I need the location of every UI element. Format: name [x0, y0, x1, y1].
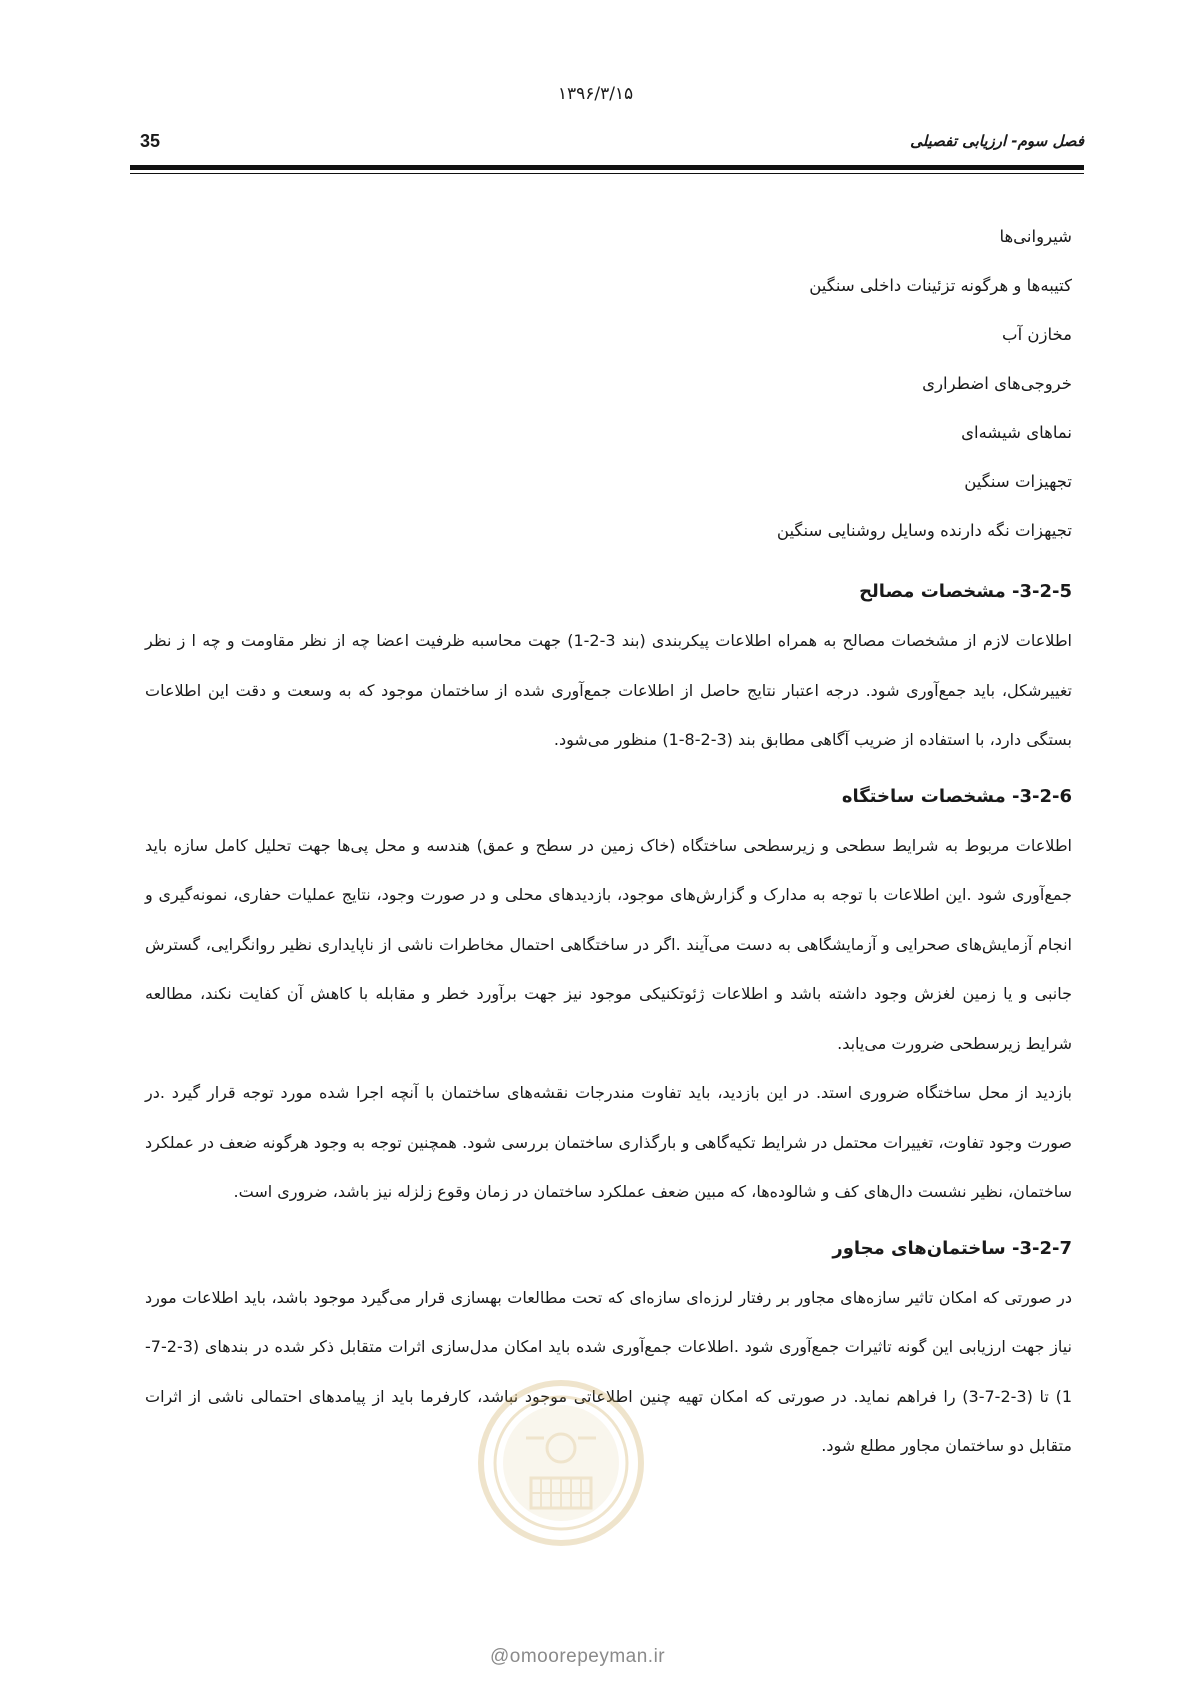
bullet-list — [145, 212, 1072, 555]
page-content — [145, 212, 1072, 1471]
section-heading-materials: 3-2-5- مشخصات مصالح — [859, 581, 1072, 602]
list-item: مخازن آب — [1002, 325, 1072, 344]
header-rule-thin — [130, 173, 1084, 174]
date-line: ۱۳۹۶/۳/۱۵ — [557, 84, 634, 104]
watermark-url: @omoorepeyman.ir — [490, 1646, 666, 1667]
list-item: خروجی‌های اضطراری — [922, 374, 1072, 393]
paragraph: اطلاعات مربوط به شرایط سطحی و زیرسطحی ساختگاه (خاک زمین در سطح و عمق) هندسه و محل پی‌ها جهت تحلیل کامل سازه باید جمع‌آوری شود .این اطلاعات با توجه به مدارک و گزارش‌های موجود، بازدیدهای محلی و در صورت وجود، نتایج عملیات حفاری، نمونه‌گیری و انجام آزمایش‌های صحرایی و آزمایشگاهی به دست می‌آیند .اگر در ساختگاهی احتمال مخاطرات ناشی از ناپایداری نظیر روانگرایی، گسترش جانبی و یا زمین لغزش وجود داشته باشد و اطلاعات ژئوتکنیکی موجود نیز جهت برآورد خطر و مقابله با کاهش آن کفایت نکند، مطالعه شرایط زیرسطحی ضرورت می‌یابد. — [145, 835, 1072, 1053]
watermark-seal — [476, 1378, 646, 1588]
list-item: شیروانی‌ها — [999, 227, 1072, 246]
section-heading-site: 3-2-6- مشخصات ساختگاه — [841, 785, 1072, 807]
page-number: 35 — [140, 131, 161, 151]
seal-icon — [476, 1378, 646, 1548]
header-rule-thick — [130, 165, 1084, 170]
list-item: کتیبه‌ها و هرگونه تزئینات داخلی سنگین — [809, 276, 1072, 295]
section-heading-adjacent-buildings: 3-2-7- ساختمان‌های مجاور — [832, 1237, 1072, 1259]
page-header — [130, 128, 1084, 164]
list-item: تجهیزات سنگین — [964, 472, 1072, 491]
chapter-title: فصل سوم- ارزیابی تفصیلی — [910, 132, 1084, 150]
list-item: تجیهزات نگه دارنده وسایل روشنایی سنگین — [776, 521, 1072, 540]
paragraph: بازدید از محل ساختگاه ضروری استد. در این بازدید، باید تفاوت مندرجات نقشه‌های ساختمان با آنچه اجرا شده مورد توجه قرار گیرد .در صورت وجود تفاوت، تغییرات محتمل در شرایط تکیه‌گاهی و بارگذاری ساختمان بررسی شود. همچنین توجه به وجود هرگونه ضعف در عملکرد ساختمان، نظیر نشست دال‌های کف و شالوده‌ها، که مبین ضعف عملکرد ساختمان در زمان وقوع زلزله نیز باشد، ضروری است. — [145, 1083, 1072, 1201]
paragraph: اطلاعات لازم از مشخصات مصالح به همراه اطلاعات پیکربندی (بند 3-2-1) جهت محاسبه ظرفیت اعضا چه از نظر مقاومت و چه ا ز نظر تغییرشکل، باید جمع‌آوری شود. درجه اعتبار نتایج حاصل از اطلاعات جمع‌آوری شده از ساختمان موجود که به وسعت و دقت این اطلاعات بستگی دارد، با استفاده از ضریب آگاهی مطابق بند (3-2-8-1) منظور می‌شود. — [145, 631, 1072, 749]
list-item: نماهای شیشه‌ای — [961, 423, 1072, 442]
paragraph: در صورتی که امکان تاثیر سازه‌های مجاور بر رفتار لرزه‌ای سازه‌ای که تحت مطالعات بهسازی قرار می‌گیرد موجود باشد، باید اطلاعات مورد نیاز جهت ارزیابی این گونه تاثیرات جمع‌آوری شود .اطلاعات جمع‌آوری شده باید امکان مدل‌سازی اثرات متقابل ذکر شده در بندهای (3-2-7-1) تا (3-2-7-3) را فراهم نماید. در صورتی که امکان تهیه چنین اطلاعاتی موجود نباشد، کارفرما باید از پیامدهای احتمالی ناشی از اثرات متقابل دو ساختمان مجاور مطلع شود. — [145, 1287, 1073, 1455]
